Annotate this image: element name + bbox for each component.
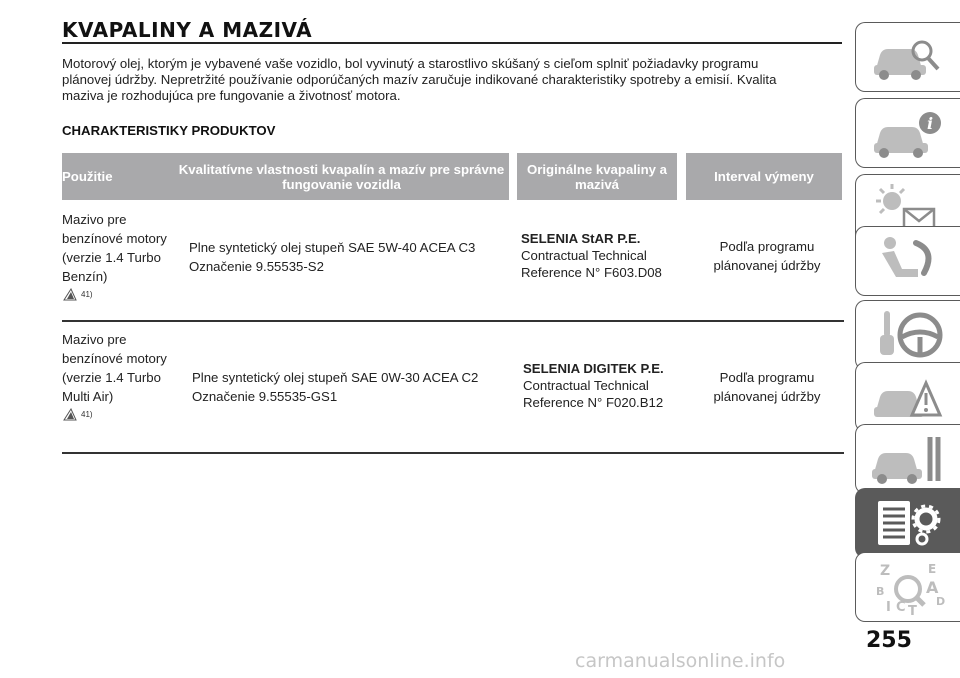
section-title: CHARAKTERISTIKY PRODUKTOV	[62, 123, 276, 138]
tab-car-maintenance[interactable]	[855, 424, 960, 494]
intro-paragraph: Motorový olej, ktorým je vybavené vaše vozidlo, bol vyvinutý a starostlivo skúšaný s cieľom splniť požiadavky programu plánovej údržby. Nepretržité používanie odporúčaných mazív zaručuje indikované charakteristiky spotreby a emisií. Kvalita maziva je rozhodujúca pre fungovanie a životnosť motora.	[62, 56, 777, 103]
breakdown-warning-icon	[868, 369, 948, 425]
spec-line: Označenie 9.55535-GS1	[192, 389, 338, 404]
interval-line: plánovanej údržby	[713, 258, 821, 273]
product-line: Contractual Technical	[523, 378, 649, 393]
usage-line: Mazivo pre	[62, 212, 127, 227]
header-quality: Kvalitatívne vlastnosti kvapalín a mazív pre správne fungovanie vozidla	[174, 153, 509, 200]
index-letter: C	[896, 600, 906, 615]
tab-seat-airbag[interactable]	[855, 226, 960, 296]
interval-line: Podľa programu	[719, 370, 815, 385]
spec-line: Plne syntetický olej stupeň SAE 5W-40 ACEA C3	[189, 240, 476, 255]
warning-icon	[62, 288, 78, 302]
usage-line: benzínové motory	[62, 351, 167, 366]
index-letter: E	[928, 562, 937, 576]
technical-data-icon	[868, 495, 948, 551]
tab-technical-data[interactable]	[855, 488, 960, 558]
index-letter: Z	[880, 563, 891, 579]
usage-line: Multi Air)	[62, 389, 114, 404]
warning-note	[62, 408, 174, 422]
interval-line: plánovanej údržby	[713, 389, 821, 404]
usage-line: (verzie 1.4 Turbo	[62, 370, 161, 385]
alphabetical-index-icon	[868, 559, 948, 615]
note-ref: 41)	[81, 410, 93, 419]
car-search-icon	[868, 29, 948, 85]
product-cell	[521, 230, 691, 281]
product-cell	[523, 360, 693, 411]
car-maintenance-icon	[868, 431, 948, 487]
index-letter: B	[876, 585, 885, 598]
product-line: Reference N° F603.D08	[521, 265, 662, 280]
product-line: Contractual Technical	[521, 248, 647, 263]
seat-airbag-icon	[868, 233, 948, 289]
page-heading: KVAPALINY A MAZIVÁ	[62, 18, 313, 42]
tab-car-search[interactable]	[855, 22, 960, 92]
key-steering-wheel-icon	[868, 307, 948, 363]
tab-breakdown[interactable]	[855, 362, 960, 432]
spec-line: Označenie 9.55535-S2	[189, 259, 324, 274]
row-divider	[62, 452, 844, 454]
header-interval: Interval výmeny	[686, 153, 842, 200]
heading-rule	[62, 42, 842, 44]
watermark-text: carmanualsonline.info	[575, 650, 786, 672]
spec-cell	[189, 238, 509, 276]
tab-key-steering[interactable]	[855, 300, 960, 370]
svg-text:i: i	[927, 114, 934, 133]
header-usage: Použitie	[62, 153, 174, 200]
usage-line: Mazivo pre	[62, 332, 127, 347]
index-letter: D	[936, 595, 946, 608]
spec-line: Plne syntetický olej stupeň SAE 0W-30 ACEA C2	[192, 370, 479, 385]
usage-line: benzínové motory	[62, 231, 167, 246]
spec-cell	[192, 368, 512, 406]
index-letter: T	[908, 604, 917, 615]
page-number: 255	[866, 628, 912, 653]
warning-note	[62, 288, 174, 302]
table-row	[62, 210, 842, 320]
tab-alphabetical-index[interactable]	[855, 552, 960, 622]
table-header	[62, 153, 842, 200]
usage-cell	[62, 330, 174, 422]
car-info-icon	[868, 105, 948, 161]
interval-cell	[692, 237, 842, 275]
interval-line: Podľa programu	[719, 239, 815, 254]
index-letter: I	[886, 600, 891, 615]
header-original-fluids: Originálne kvapaliny a mazivá	[517, 153, 677, 200]
usage-cell	[62, 210, 174, 302]
product-name: SELENIA StAR P.E.	[521, 231, 641, 246]
interval-cell	[692, 368, 842, 406]
index-letter: A	[926, 578, 939, 597]
product-name: SELENIA DIGITEK P.E.	[523, 361, 664, 376]
usage-line: Benzín)	[62, 269, 108, 284]
note-ref: 41)	[81, 290, 93, 299]
warning-icon	[62, 408, 78, 422]
product-line: Reference N° F020.B12	[523, 395, 664, 410]
usage-line: (verzie 1.4 Turbo	[62, 250, 161, 265]
row-divider	[62, 320, 844, 322]
tab-car-info[interactable]	[855, 98, 960, 168]
table-row	[62, 330, 842, 452]
